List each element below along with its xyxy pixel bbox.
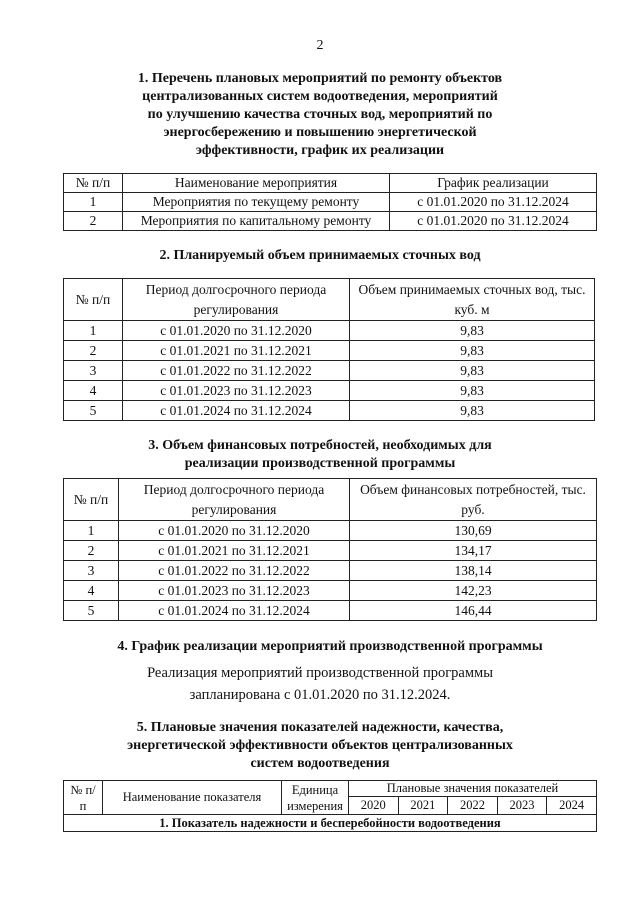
table-header-year: 2020 xyxy=(349,797,399,815)
table-row xyxy=(64,581,597,601)
row-volume: 9,83 xyxy=(350,341,595,361)
row-period: с 01.01.2023 по 31.12.2023 xyxy=(123,381,350,401)
table-row xyxy=(64,541,597,561)
row-period: с 01.01.2021 по 31.12.2021 xyxy=(119,541,350,561)
row-finance: 130,69 xyxy=(350,521,597,541)
table-header-period: Период долгосрочного периода регулирования xyxy=(123,279,350,321)
row-period: с 01.01.2020 по 31.12.2020 xyxy=(119,521,350,541)
section-4-text-line: запланирована с 01.01.2020 по 31.12.2024. xyxy=(189,687,451,703)
section-5-table xyxy=(63,780,597,832)
section-5-title-line: 5. Плановые значения показателей надежности, качества, xyxy=(136,720,504,735)
row-name: Мероприятия по текущему ремонту xyxy=(123,193,390,212)
row-period: с 01.01.2023 по 31.12.2023 xyxy=(119,581,350,601)
section-1-title-line: по улучшению качества сточных вод, мероприятий по xyxy=(147,107,493,122)
table-row xyxy=(64,381,595,401)
section-4-text xyxy=(0,662,640,706)
table-row xyxy=(64,601,597,621)
row-num: 4 xyxy=(64,381,123,401)
section-2-title: 2. Планируемый объем принимаемых сточных вод xyxy=(159,248,481,263)
row-period: с 01.01.2021 по 31.12.2021 xyxy=(123,341,350,361)
table-header-num: № п/п xyxy=(64,781,103,815)
section-1-title-line: эффективности, график их реализации xyxy=(195,143,445,158)
section-1-title-line: энергосбережению и повышению энергетической xyxy=(163,125,477,140)
page-number: 2 xyxy=(316,38,324,53)
row-num: 2 xyxy=(64,541,119,561)
table-header-year: 2022 xyxy=(448,797,498,815)
row-volume: 9,83 xyxy=(350,361,595,381)
table-header-indicator: Наименование показателя xyxy=(103,781,282,815)
table-header-volume: Объем принимаемых сточных вод, тыс. куб. м xyxy=(350,279,595,321)
table-row xyxy=(64,815,597,832)
section-5-title-line: энергетической эффективности объектов централизованных xyxy=(127,738,513,753)
section-4-text-line: Реализация мероприятий производственной программы xyxy=(147,665,493,681)
row-num: 1 xyxy=(64,321,123,341)
table-header-name: Наименование мероприятия xyxy=(123,174,390,193)
table-row xyxy=(64,401,595,421)
row-num: 4 xyxy=(64,581,119,601)
row-name: Мероприятия по капитальному ремонту xyxy=(123,212,390,231)
section-3-title-line: реализации производственной программы xyxy=(184,456,456,471)
row-finance: 134,17 xyxy=(350,541,597,561)
row-volume: 9,83 xyxy=(350,321,595,341)
table-row xyxy=(64,321,595,341)
table-row xyxy=(64,361,595,381)
row-period: с 01.01.2022 по 31.12.2022 xyxy=(123,361,350,381)
section-5-title xyxy=(0,719,640,773)
section-1-table xyxy=(63,173,597,231)
row-period: с 01.01.2020 по 31.12.2020 xyxy=(123,321,350,341)
table-subheader: 1. Показатель надежности и бесперебойности водоотведения xyxy=(64,815,597,832)
section-5-title-line: систем водоотведения xyxy=(250,756,390,771)
row-num: 3 xyxy=(64,561,119,581)
table-row xyxy=(64,212,597,231)
table-header-num: № п/п xyxy=(64,279,123,321)
section-4-title: 4. График реализации мероприятий производственной программы xyxy=(117,639,543,654)
row-num: 2 xyxy=(64,212,123,231)
row-period: с 01.01.2022 по 31.12.2022 xyxy=(119,561,350,581)
row-finance: 138,14 xyxy=(350,561,597,581)
table-header-planned: Плановые значения показателей xyxy=(349,781,597,797)
section-3-title-line: 3. Объем финансовых потребностей, необходимых для xyxy=(148,438,492,453)
section-1-title-line: централизованных систем водоотведения, мероприятий xyxy=(142,89,498,104)
row-num: 5 xyxy=(64,401,123,421)
table-header-unit: Единица измерения xyxy=(282,781,349,815)
row-num: 3 xyxy=(64,361,123,381)
table-header-year: 2023 xyxy=(497,797,547,815)
row-volume: 9,83 xyxy=(350,401,595,421)
row-num: 1 xyxy=(64,193,123,212)
table-row xyxy=(64,193,597,212)
table-header-finance: Объем финансовых потребностей, тыс. руб. xyxy=(350,479,597,521)
row-period: с 01.01.2024 по 31.12.2024 xyxy=(123,401,350,421)
section-3-title xyxy=(0,437,640,473)
row-period: с 01.01.2024 по 31.12.2024 xyxy=(119,601,350,621)
table-row xyxy=(64,521,597,541)
table-row xyxy=(64,341,595,361)
table-row xyxy=(64,561,597,581)
table-header-num: № п/п xyxy=(64,174,123,193)
section-1-title-line: 1. Перечень плановых мероприятий по ремонту объектов xyxy=(137,71,503,86)
row-finance: 146,44 xyxy=(350,601,597,621)
section-1-title xyxy=(0,70,640,160)
table-header-year: 2021 xyxy=(398,797,448,815)
table-header-schedule: График реализации xyxy=(390,174,597,193)
row-num: 2 xyxy=(64,341,123,361)
row-schedule: с 01.01.2020 по 31.12.2024 xyxy=(390,193,597,212)
row-num: 1 xyxy=(64,521,119,541)
table-header-period: Период долгосрочного периода регулирования xyxy=(119,479,350,521)
section-3-table xyxy=(63,478,597,621)
section-2-table xyxy=(63,278,595,421)
table-header-year: 2024 xyxy=(547,797,597,815)
row-finance: 142,23 xyxy=(350,581,597,601)
row-num: 5 xyxy=(64,601,119,621)
row-schedule: с 01.01.2020 по 31.12.2024 xyxy=(390,212,597,231)
row-volume: 9,83 xyxy=(350,381,595,401)
table-header-num: № п/п xyxy=(64,479,119,521)
